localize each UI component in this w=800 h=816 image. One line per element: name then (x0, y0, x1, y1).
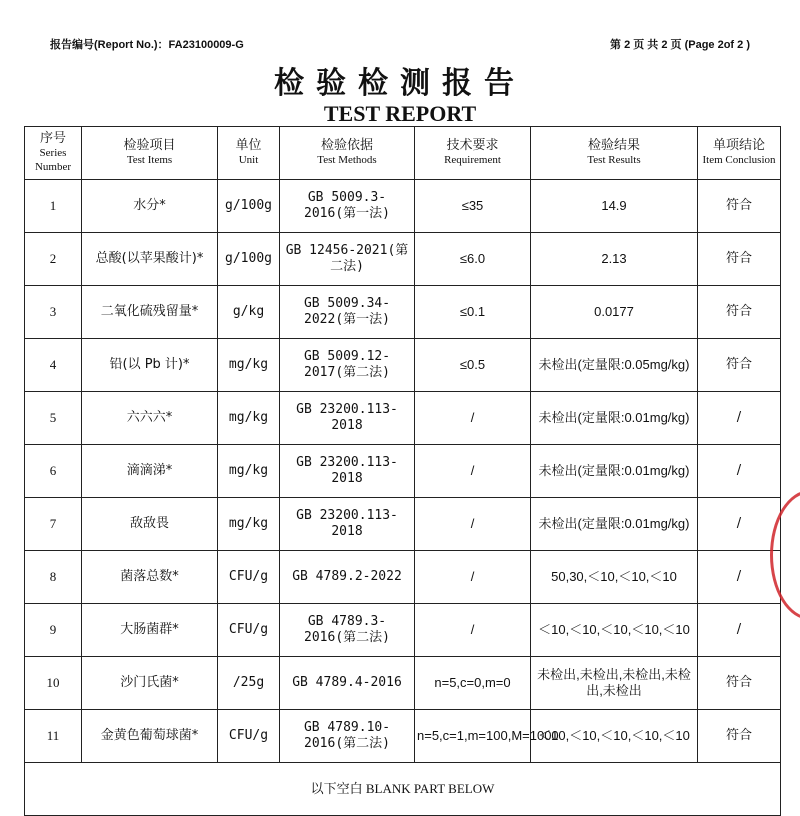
conclusion: / (698, 604, 781, 657)
conclusion: 符合 (698, 657, 781, 710)
test-result: 未检出,未检出,未检出,未检出,未检出 (531, 657, 698, 710)
blank-part-row (25, 763, 781, 816)
test-item: 金黄色葡萄球菌* (82, 710, 218, 763)
unit: CFU/g (218, 710, 280, 763)
col-header-test-results: 检验结果 Test Results (531, 127, 698, 180)
test-result: 0.0177 (531, 286, 698, 339)
test-item: 总酸(以苹果酸计)* (82, 233, 218, 286)
test-item: 铅(以 Pb 计)* (82, 339, 218, 392)
unit: mg/kg (218, 498, 280, 551)
table-row (25, 286, 781, 339)
unit: g/kg (218, 286, 280, 339)
test-method: GB 23200.113-2018 (280, 445, 415, 498)
col-header-test-items: 检验项目 Test Items (82, 127, 218, 180)
report-number: 报告编号(Report No.)：FA23100009-G (50, 39, 244, 51)
conclusion: 符合 (698, 286, 781, 339)
row-number: 10 (25, 657, 82, 710)
requirement: n=5,c=1,m=100,M=1000 (415, 710, 531, 763)
row-number: 11 (25, 710, 82, 763)
conclusion: / (698, 498, 781, 551)
test-result: 50,30,＜10,＜10,＜10 (531, 551, 698, 604)
conclusion: / (698, 392, 781, 445)
table-row (25, 233, 781, 286)
requirement: ≤0.1 (415, 286, 531, 339)
test-item: 六六六* (82, 392, 218, 445)
requirement: / (415, 392, 531, 445)
requirement: / (415, 445, 531, 498)
report-title-en: TEST REPORT (323, 101, 477, 126)
conclusion: 符合 (698, 180, 781, 233)
conclusion: / (698, 551, 781, 604)
col-header-series-number: 序号 Series Number (25, 127, 82, 180)
test-result: 未检出(定量限:0.01mg/kg) (531, 498, 698, 551)
test-method: GB 12456-2021(第二法) (280, 233, 415, 286)
col-header-unit: 单位 Unit (218, 127, 280, 180)
unit: mg/kg (218, 392, 280, 445)
unit: CFU/g (218, 551, 280, 604)
conclusion: 符合 (698, 339, 781, 392)
row-number: 7 (25, 498, 82, 551)
conclusion: / (698, 445, 781, 498)
test-results-table (24, 126, 781, 816)
row-number: 3 (25, 286, 82, 339)
blank-part-below: 以下空白 BLANK PART BELOW (25, 763, 781, 816)
unit: CFU/g (218, 604, 280, 657)
unit: g/100g (218, 233, 280, 286)
requirement: / (415, 498, 531, 551)
table-row (25, 657, 781, 710)
unit: /25g (218, 657, 280, 710)
table-row (25, 445, 781, 498)
row-number: 5 (25, 392, 82, 445)
unit: mg/kg (218, 339, 280, 392)
test-result: 2.13 (531, 233, 698, 286)
page-info: 第 2 页 共 2 页 (Page 2of 2 ) (610, 39, 750, 51)
row-number: 9 (25, 604, 82, 657)
requirement: / (415, 604, 531, 657)
test-item: 沙门氏菌* (82, 657, 218, 710)
row-number: 2 (25, 233, 82, 286)
test-method: GB 5009.12-2017(第二法) (280, 339, 415, 392)
col-header-test-methods: 检验依据 Test Methods (280, 127, 415, 180)
table-row (25, 710, 781, 763)
col-header-requirement: 技术要求 Requirement (415, 127, 531, 180)
conclusion: 符合 (698, 233, 781, 286)
test-result: 未检出(定量限:0.01mg/kg) (531, 392, 698, 445)
row-number: 4 (25, 339, 82, 392)
requirement: ≤6.0 (415, 233, 531, 286)
test-method: GB 4789.3-2016(第二法) (280, 604, 415, 657)
test-method: GB 4789.10-2016(第二法) (280, 710, 415, 763)
requirement: n=5,c=0,m=0 (415, 657, 531, 710)
test-item: 大肠菌群* (82, 604, 218, 657)
table-row (25, 339, 781, 392)
test-item: 滴滴涕* (82, 445, 218, 498)
test-method: GB 23200.113-2018 (280, 392, 415, 445)
table-row (25, 498, 781, 551)
test-method: GB 4789.4-2016 (280, 657, 415, 710)
test-method: GB 5009.34-2022(第一法) (280, 286, 415, 339)
test-item: 二氧化硫残留量* (82, 286, 218, 339)
test-result: 未检出(定量限:0.05mg/kg) (531, 339, 698, 392)
table-row (25, 551, 781, 604)
unit: g/100g (218, 180, 280, 233)
table-row (25, 392, 781, 445)
requirement: ≤35 (415, 180, 531, 233)
row-number: 8 (25, 551, 82, 604)
test-result: ＜10,＜10,＜10,＜10,＜10 (531, 710, 698, 763)
table-row (25, 604, 781, 657)
test-method: GB 5009.3-2016(第一法) (280, 180, 415, 233)
test-item: 菌落总数* (82, 551, 218, 604)
report-title-cn: 检验检测报告 (274, 66, 526, 101)
conclusion: 符合 (698, 710, 781, 763)
requirement: / (415, 551, 531, 604)
requirement: ≤0.5 (415, 339, 531, 392)
test-item: 敌敌畏 (82, 498, 218, 551)
col-header-item-conclusion: 单项结论 Item Conclusion (698, 127, 781, 180)
test-result: 14.9 (531, 180, 698, 233)
row-number: 1 (25, 180, 82, 233)
table-row (25, 180, 781, 233)
test-result: ＜10,＜10,＜10,＜10,＜10 (531, 604, 698, 657)
test-result: 未检出(定量限:0.01mg/kg) (531, 445, 698, 498)
test-method: GB 23200.113-2018 (280, 498, 415, 551)
table-header-row (25, 127, 781, 180)
row-number: 6 (25, 445, 82, 498)
unit: mg/kg (218, 445, 280, 498)
test-method: GB 4789.2-2022 (280, 551, 415, 604)
test-item: 水分* (82, 180, 218, 233)
